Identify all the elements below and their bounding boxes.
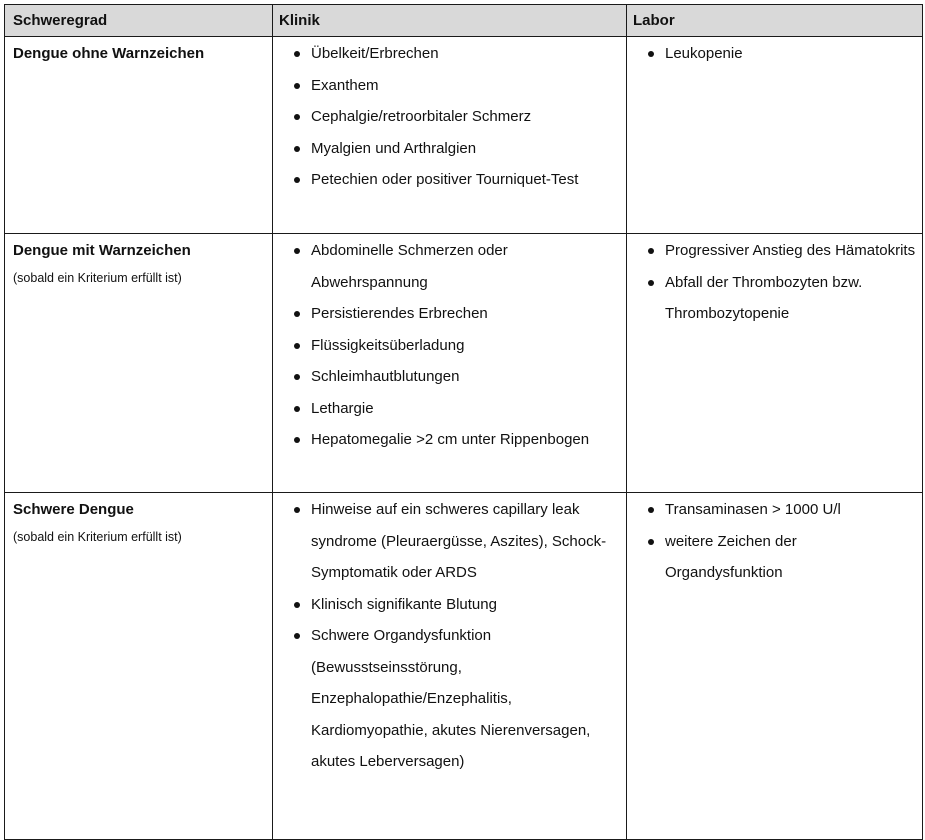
list-item: Schwere Organdysfunktion (Bewusstseinsstörung, Enzephalopathie/Enzephalitis, Kardiomyopathie, akutes Nierenversagen, akutes Leberversagen)	[273, 620, 626, 778]
clinic-list	[273, 493, 626, 778]
table-row	[5, 37, 923, 234]
list-item: Flüssigkeitsüberladung	[273, 330, 626, 362]
severity-cell	[5, 37, 273, 234]
list-item: Lethargie	[273, 393, 626, 425]
list-item: Klinisch signifikante Blutung	[273, 589, 626, 621]
table-row	[5, 493, 923, 840]
lab-list	[627, 234, 922, 330]
severity-note: (sobald ein Kriterium erfüllt ist)	[13, 530, 182, 544]
dengue-severity-table	[4, 4, 923, 840]
clinic-cell	[273, 37, 627, 234]
list-item: Hepatomegalie >2 cm unter Rippenbogen	[273, 424, 626, 456]
list-item: Exanthem	[273, 70, 626, 102]
list-item: weitere Zeichen der Organdysfunktion	[627, 526, 922, 589]
clinic-list	[273, 234, 626, 456]
severity-title: Dengue ohne Warnzeichen	[13, 45, 205, 62]
header-severity: Schweregrad	[5, 5, 273, 37]
clinic-cell	[273, 493, 627, 840]
severity-title: Schwere Dengue	[13, 501, 134, 518]
severity-cell	[5, 493, 273, 840]
list-item: Myalgien und Arthralgien	[273, 133, 626, 165]
clinic-cell	[273, 234, 627, 493]
list-item: Leukopenie	[627, 38, 922, 70]
list-item: Petechien oder positiver Tourniquet-Test	[273, 164, 626, 196]
lab-list	[627, 493, 922, 589]
severity-cell	[5, 234, 273, 493]
lab-cell	[627, 37, 923, 234]
severity-title: Dengue mit Warnzeichen	[13, 242, 191, 259]
list-item: Cephalgie/retroorbitaler Schmerz	[273, 101, 626, 133]
list-item: Abfall der Thrombozyten bzw. Thrombozytopenie	[627, 267, 922, 330]
list-item: Übelkeit/Erbrechen	[273, 38, 626, 70]
list-item: Hinweise auf ein schweres capillary leak syndrome (Pleuraergüsse, Aszites), Schock-Symptomatik oder ARDS	[273, 494, 626, 589]
list-item: Progressiver Anstieg des Hämatokrits	[627, 235, 922, 267]
list-item: Persistierendes Erbrechen	[273, 298, 626, 330]
clinic-list	[273, 37, 626, 196]
table-row	[5, 234, 923, 493]
header-lab: Labor	[627, 5, 923, 37]
list-item: Schleimhautblutungen	[273, 361, 626, 393]
list-item: Transaminasen > 1000 U/l	[627, 494, 922, 526]
severity-note: (sobald ein Kriterium erfüllt ist)	[13, 271, 182, 285]
header-clinic: Klinik	[273, 5, 627, 37]
lab-cell	[627, 493, 923, 840]
header-row	[5, 5, 923, 37]
lab-cell	[627, 234, 923, 493]
list-item: Abdominelle Schmerzen oder Abwehrspannung	[273, 235, 626, 298]
lab-list	[627, 37, 922, 70]
